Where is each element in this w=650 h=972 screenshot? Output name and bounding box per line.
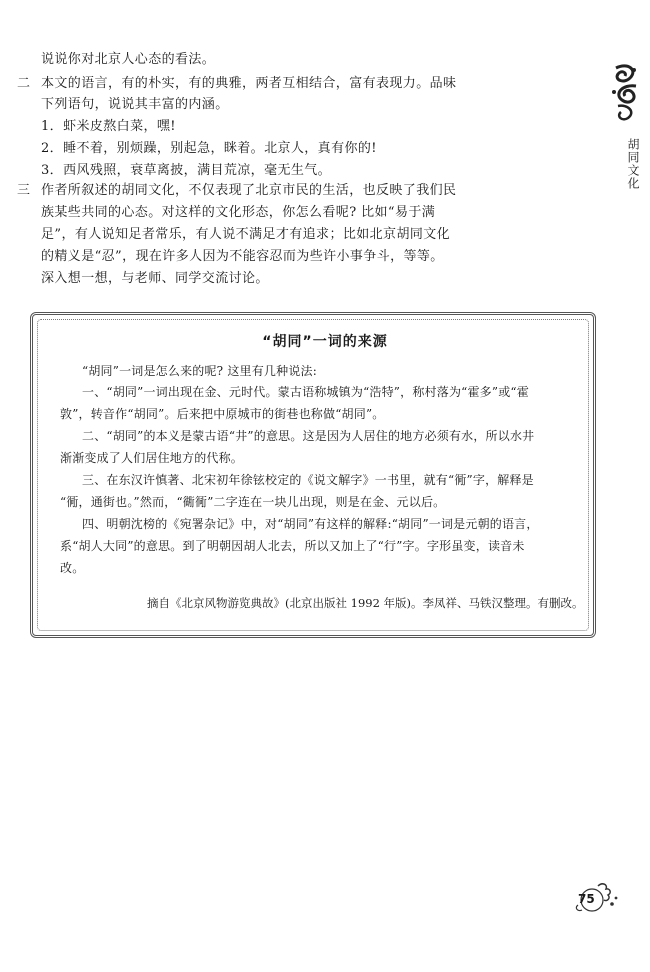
reading-line: 一、“胡同”一词出现在金、元时代。蒙古语称城镇为“浩特”，称村落为“霍多”或“霍	[82, 385, 529, 399]
list-item: 2．睡不着，别烦躁，别起急，眯着。北京人，真有你的!	[41, 141, 377, 156]
question-continuation: 说说你对北京人心态的看法。	[41, 52, 216, 67]
reading-source: 摘自《北京风物游览典故》(北京出版社 1992 年版)。李凤祥、马铁汉整理。有删改。	[147, 596, 584, 610]
scroll-ornament-icon	[608, 62, 644, 122]
list-item: 3．西风残照，衰草离披，满目荒凉，毫无生气。	[41, 163, 332, 178]
question-3-text: 族某些共同的心态。对这样的文化形态，你怎么看呢? 比如“易于满	[41, 205, 436, 220]
reading-line: 二、“胡同”的本义是蒙古语“井”的意思。这是因为人居住的地方必须有水，所以水井	[82, 429, 535, 443]
reading-line: 系“胡人大同”的意思。到了明朝因胡人北去，所以又加上了“行”字。字形虽变，读音未	[60, 539, 525, 553]
page-number: 75	[578, 892, 595, 906]
reading-line: 三、在东汉许慎著、北宋初年徐铉校定的《说文解字》一书里，就有“衕”字，解释是	[82, 473, 534, 487]
section-side-label: 胡同文化	[626, 138, 640, 190]
reading-line: 渐渐变成了人们居住地方的代称。	[60, 451, 244, 465]
reading-line: “胡同”一词是怎么来的呢? 这里有几种说法:	[82, 364, 317, 378]
question-3-number: 三	[17, 183, 31, 198]
question-2-text: 本文的语言，有的朴实，有的典雅，两者互相结合，富有表现力。品味	[41, 76, 457, 91]
reading-line: 改。	[60, 561, 85, 575]
question-3-text: 足”，有人说知足者常乐，有人说不满足才有追求；比如北京胡同文化	[41, 227, 451, 242]
reading-line: 敦”，转音作“胡同”。后来把中原城市的街巷也称做“胡同”。	[60, 407, 385, 421]
reading-line: “衕，通街也。”然而，“衚衕”二字连在一块儿出现，则是在金、元以后。	[60, 495, 446, 509]
question-3-text: 作者所叙述的胡同文化，不仅表现了北京市民的生活，也反映了我们民	[41, 183, 457, 198]
question-2-text: 下列语句，说说其丰富的内涵。	[41, 97, 229, 112]
page-number-badge	[572, 880, 622, 914]
question-3-text: 的精义是“忍”，现在许多人因为不能容忍而为些许小事争斗，等等。	[41, 249, 444, 264]
list-item: 1．虾米皮熬白菜，嘿!	[41, 119, 176, 134]
question-3-text: 深入想一想，与老师、同学交流讨论。	[41, 271, 269, 286]
question-2-number: 二	[17, 76, 31, 91]
reading-line: 四、明朝沈榜的《宛署杂记》中，对“胡同”有这样的解释:“胡同”一词是元朝的语言，	[82, 517, 539, 531]
reading-title: “胡同”一词的来源	[262, 334, 388, 350]
